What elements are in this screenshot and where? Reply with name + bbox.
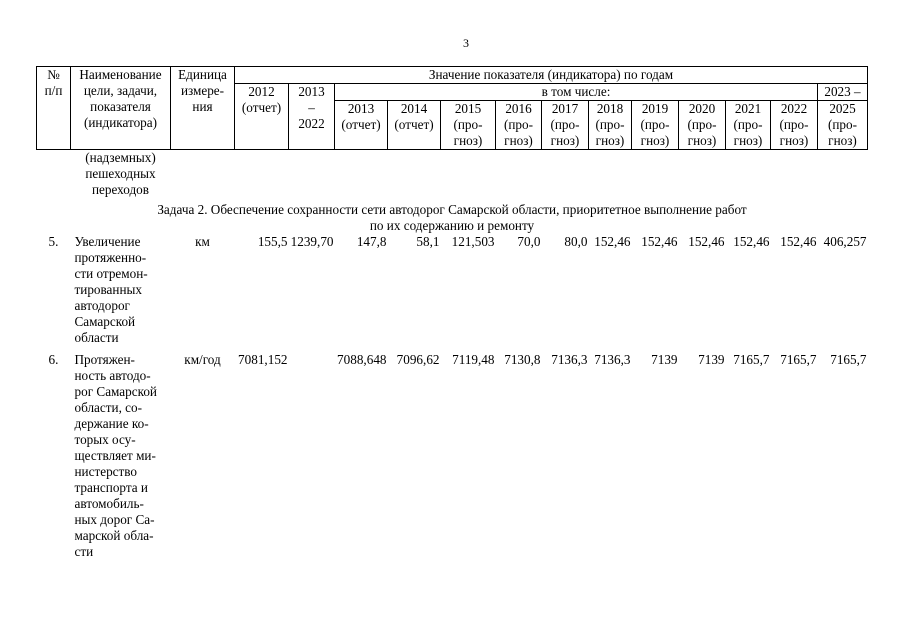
continuation-text: (надземных) пешеходных переходов xyxy=(85,150,156,197)
header-2016: 2016 (про- гноз) xyxy=(496,101,542,150)
row-5-value: 152,46 xyxy=(688,234,725,249)
table-row xyxy=(37,352,868,560)
task-2-heading: Задача 2. Обеспечение сохранности сети автодорог Самарской области, приоритетное выполнение работ по их содержанию и ремонту xyxy=(157,202,747,233)
header-2023-2025-year: 2023 – xyxy=(818,84,868,101)
row-5-value: 58,1 xyxy=(416,234,440,249)
row-5-value: 80,0 xyxy=(564,234,588,249)
row-5-value: 152,46 xyxy=(594,234,631,249)
row-6-value: 7096,62 xyxy=(396,352,440,367)
row-6-value: 7139 xyxy=(651,352,678,367)
row-6-value: 7136,3 xyxy=(594,352,631,367)
header-row-1 xyxy=(37,67,868,84)
header-name: Наименование цели, задачи, показателя (индикатора) xyxy=(71,67,171,150)
header-num: № п/п xyxy=(37,67,71,150)
table-row xyxy=(37,234,868,352)
header-2021: 2021 (про- гноз) xyxy=(726,101,771,150)
row-5-num: 5. xyxy=(48,234,59,249)
row-5-name: Увеличение протяженно- сти отремон- тированных автодорог Самарской области xyxy=(74,234,148,345)
row-6-value: 7081,152 xyxy=(238,352,288,367)
header-2012: 2012 (отчет) xyxy=(235,84,289,150)
header-2023-2025-rest: 2025 (про- гноз) xyxy=(818,101,868,150)
row-5-value: 152,46 xyxy=(780,234,817,249)
row-5-value: 406,257 xyxy=(823,234,867,249)
row-5-value: 121,503 xyxy=(451,234,495,249)
row-5-value: 70,0 xyxy=(517,234,541,249)
row-6-value: 7136,3 xyxy=(551,352,588,367)
header-2015: 2015 (про- гноз) xyxy=(441,101,496,150)
page-number: 3 xyxy=(463,36,469,50)
row-6-value xyxy=(289,352,335,560)
row-5-value: 1239,70 xyxy=(290,234,334,249)
header-2017: 2017 (про- гноз) xyxy=(542,101,589,150)
row-5-value: 152,46 xyxy=(641,234,678,249)
header-2013-2022: 2013 – 2022 xyxy=(289,84,335,150)
header-2019: 2019 (про- гноз) xyxy=(632,101,679,150)
row-6-value: 7130,8 xyxy=(504,352,541,367)
header-values-title: Значение показателя (индикатора) по годам xyxy=(235,67,868,84)
row-6-value: 7139 xyxy=(698,352,725,367)
row-6-value: 7119,48 xyxy=(452,352,495,367)
row-5-value: 152,46 xyxy=(733,234,770,249)
row-6-num: 6. xyxy=(48,352,59,367)
row-6-value: 7165,7 xyxy=(830,352,867,367)
header-2013: 2013 (отчет) xyxy=(335,101,388,150)
row-6-unit: км/год xyxy=(184,352,221,367)
row-6-value: 7165,7 xyxy=(733,352,770,367)
row-5-unit: км xyxy=(195,234,210,249)
header-2020: 2020 (про- гноз) xyxy=(679,101,726,150)
header-2022: 2022 (про- гноз) xyxy=(771,101,818,150)
row-6-value: 7165,7 xyxy=(780,352,817,367)
row-6-value: 7088,648 xyxy=(337,352,387,367)
row-5-value: 155,5 xyxy=(257,234,288,249)
task-row xyxy=(37,198,868,234)
indicator-table xyxy=(36,66,868,560)
header-2014: 2014 (отчет) xyxy=(388,101,441,150)
header-unit: Единица измере- ния xyxy=(171,67,235,150)
header-in-total: в том числе: xyxy=(335,84,818,101)
row-6-name: Протяжен- ность автодо- рог Самарской области, со- держание ко- торых осу- ществляет ми- нистерство транспорта и автомобиль- ных дорог Са- марской обла- сти xyxy=(74,352,157,559)
row-5-value: 147,8 xyxy=(356,234,387,249)
continuation-row xyxy=(37,150,868,199)
header-2018: 2018 (про- гноз) xyxy=(589,101,632,150)
